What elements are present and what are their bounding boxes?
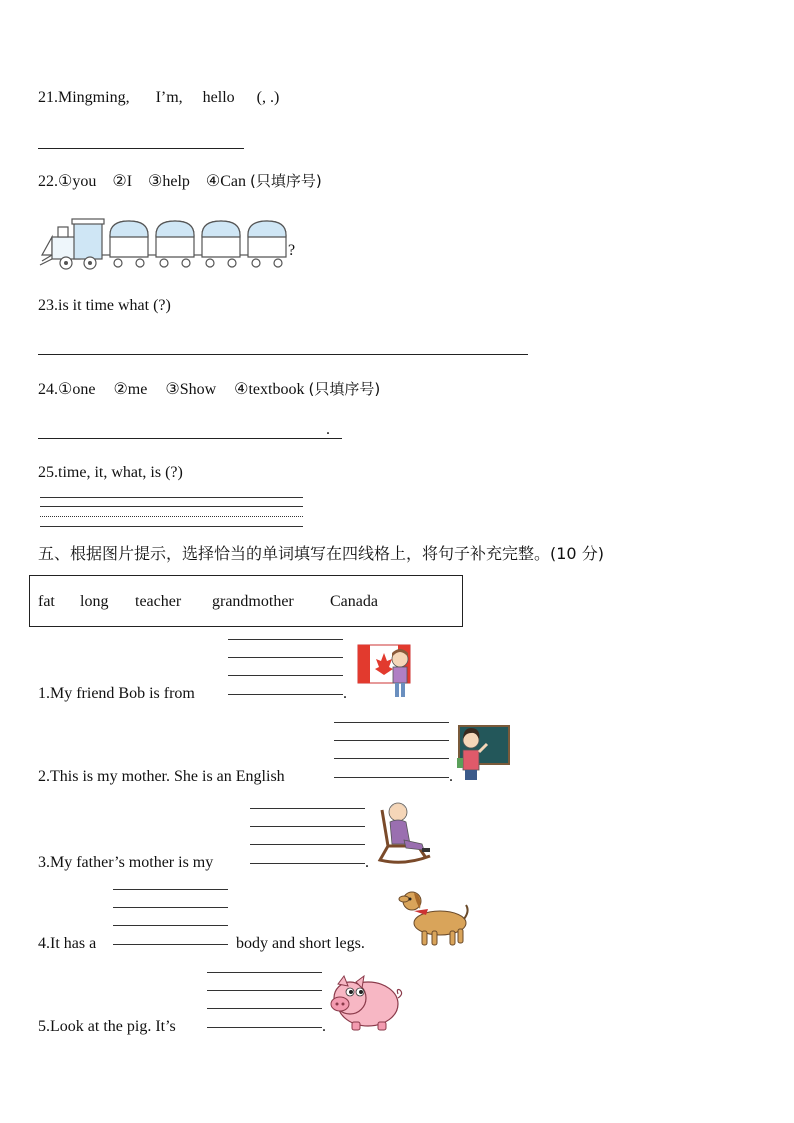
- four-line-grid[interactable]: [113, 889, 228, 945]
- sentence-end-period: .: [365, 854, 369, 871]
- sentence-end-period: .: [449, 768, 453, 785]
- four-line-grid[interactable]: [334, 722, 449, 778]
- long-dog-icon: [398, 887, 470, 949]
- four-line-grid[interactable]: [40, 497, 303, 527]
- question-number: 25.: [38, 464, 58, 481]
- sentence-5-text: 5.Look at the pig. It’s: [38, 1018, 176, 1035]
- word-bank-item: long: [80, 593, 109, 610]
- answer-line[interactable]: [38, 438, 342, 439]
- answer-line[interactable]: [38, 148, 244, 149]
- question-number: 22.: [38, 173, 58, 190]
- question-25: [38, 463, 183, 483]
- train-car-icon: [156, 221, 194, 267]
- question-21: [38, 88, 279, 108]
- sentence-end-period: .: [322, 1018, 326, 1035]
- punctuation-hint: (, .): [256, 89, 280, 106]
- word: Mingming,: [58, 89, 130, 106]
- option: ③help: [148, 173, 190, 190]
- question-24: [38, 379, 380, 400]
- word-bank-item: Canada: [330, 593, 378, 610]
- train-car-icon: [248, 221, 286, 267]
- word-bank-item: grandmother: [212, 593, 294, 610]
- sentence-2-text: 2.This is my mother. She is an English: [38, 768, 285, 785]
- train-car-icon: [110, 221, 148, 267]
- question-number: 23.: [38, 297, 58, 314]
- sentence-3-text: 3.My father’s mother is my: [38, 854, 214, 871]
- sentence-4-text: 4.It has a: [38, 935, 97, 952]
- question-text: time, it, what, is (?): [58, 464, 183, 481]
- word-bank-box: [29, 575, 463, 627]
- sentence-end-period: .: [343, 685, 347, 702]
- sentence-end-period: .: [326, 421, 330, 438]
- option: ②I: [112, 173, 133, 190]
- fat-pig-icon: [324, 972, 404, 1034]
- grandmother-rocking-chair-icon: [374, 800, 436, 866]
- option: ①you: [58, 173, 97, 190]
- sentence-1-text: 1.My friend Bob is from: [38, 685, 195, 702]
- train-engine-icon: [40, 219, 104, 269]
- section-title: 五、根据图片提示，选择恰当的单词填写在四线格上，将句子补充完整。(10 分): [38, 544, 604, 563]
- four-line-grid[interactable]: [250, 808, 365, 864]
- sentence-4-ending: body and short legs.: [236, 935, 365, 952]
- instruction-note: (只填序号): [250, 172, 322, 190]
- question-22: [38, 171, 322, 192]
- word-bank-item: teacher: [135, 593, 182, 610]
- option: ④Can: [205, 173, 247, 190]
- four-line-grid[interactable]: [228, 639, 343, 695]
- train-car-icon: [202, 221, 240, 267]
- teacher-at-blackboard-icon: [453, 724, 511, 782]
- answer-line[interactable]: [38, 354, 528, 355]
- train-illustration: [38, 215, 288, 273]
- option: ①one: [58, 381, 96, 398]
- option: ②me: [113, 381, 148, 398]
- word: hello: [202, 89, 235, 106]
- word-bank-item: fat: [38, 593, 55, 610]
- instruction-note: (只填序号): [308, 380, 381, 398]
- option: ③Show: [165, 381, 217, 398]
- question-text: is it time what (?): [58, 297, 171, 314]
- word: I’m,: [155, 89, 183, 106]
- girl-with-canada-flag-icon: [356, 639, 418, 701]
- question-23: [38, 296, 171, 316]
- question-number: 21.: [38, 89, 58, 106]
- question-number: 24.: [38, 381, 58, 398]
- option: ④textbook: [234, 381, 305, 398]
- train-question-mark: ?: [288, 242, 296, 259]
- four-line-grid[interactable]: [207, 972, 322, 1028]
